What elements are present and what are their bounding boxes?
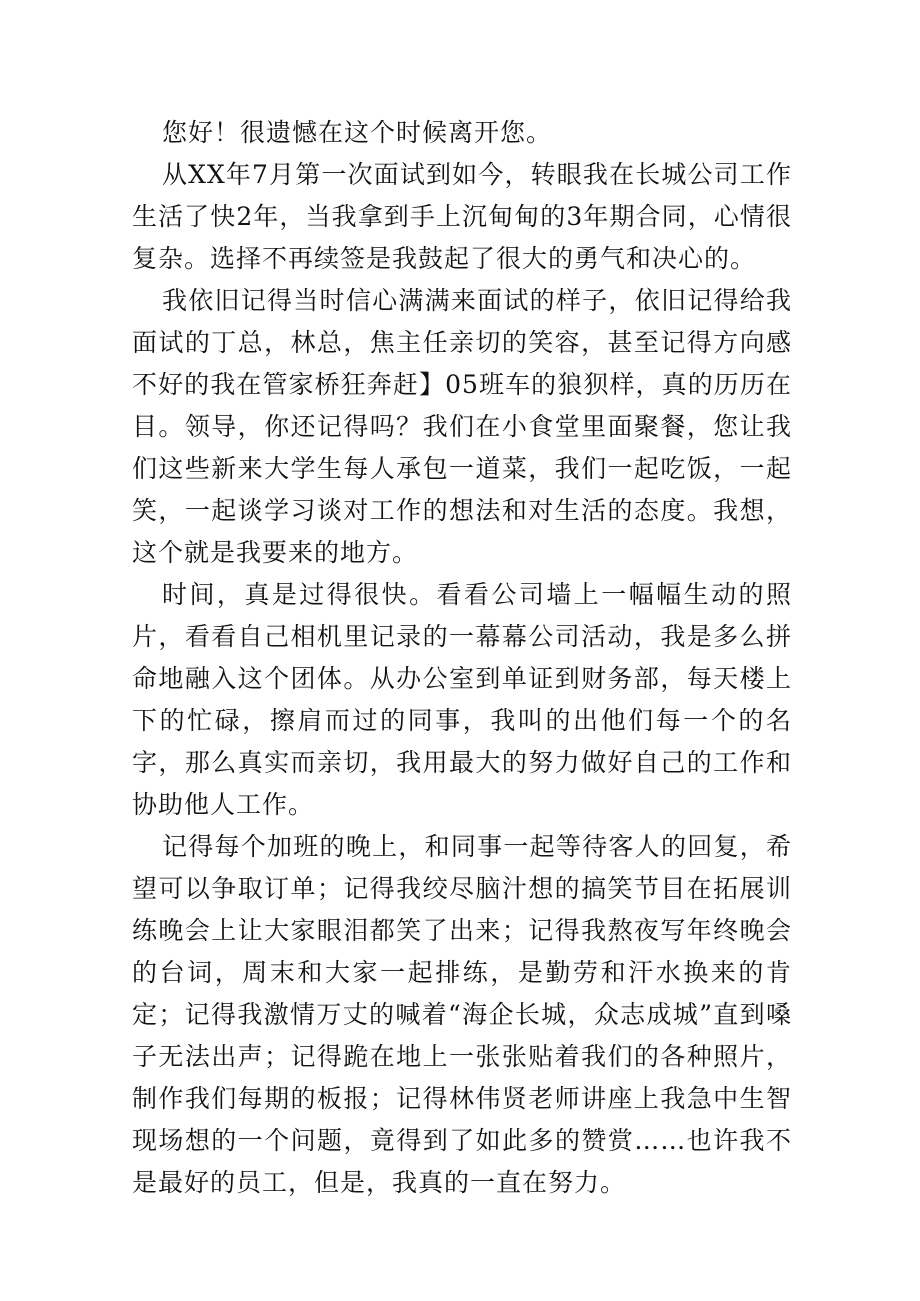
paragraph-interview-memory: 我依旧记得当时信心满满来面试的样子，依旧记得给我面试的丁总，林总，焦主任亲切的笑容，甚至记得方向感不好的我在管家桥狂奔赶】05班车的狼狈样，真的历历在目。领导，你还记得吗？我们在小食堂里面聚餐，您让我们这些新来大学生每人承包一道菜，我们一起吃饭，一起笑，一起谈学习谈对工作的想法和对生活的态度。我想，这个就是我要来的地方。 <box>132 286 792 567</box>
paragraph-greeting: 您好！很遗憾在这个时候离开您。 <box>162 118 553 147</box>
paragraph-time-passing: 时间，真是过得很快。看看公司墙上一幅幅生动的照片，看看自己相机里记录的一幕幕公司活动，我是多么拼命地融入这个团体。从办公室到单证到财务部，每天楼上下的忙碌，擦肩而过的同事，我叫的出他们每一个的名字，那么真实而亲切，我用最大的努力做好自己的工作和协助他人工作。 <box>132 580 792 819</box>
paragraph-contract: 从XX年7月第一次面试到如今，转眼我在长城公司工作生活了快2年，当我拿到手上沉甸甸的3年期合同，心情很复杂。选择不再续签是我鼓起了很大的勇气和决心的。 <box>132 160 792 273</box>
letter-body <box>132 112 792 1204</box>
paragraph-overtime-memories: 记得每个加班的晚上，和同事一起等待客人的回复，希望可以争取订单；记得我绞尽脑汁想的搞笑节目在拓展训练晚会上让大家眼泪都笑了出来；记得我熬夜写年终晚会的台词，周末和大家一起排练，是勤劳和汗水换来的肯定；记得我激情万丈的喊着“海企长城，众志成城”直到嗓子无法出声；记得跪在地上一张张贴着我们的各种照片，制作我们每期的板报；记得林伟贤老师讲座上我急中生智现场想的一个问题，竟得到了如此多的赞赏……也许我不是最好的员工，但是，我真的一直在努力。 <box>132 832 792 1197</box>
